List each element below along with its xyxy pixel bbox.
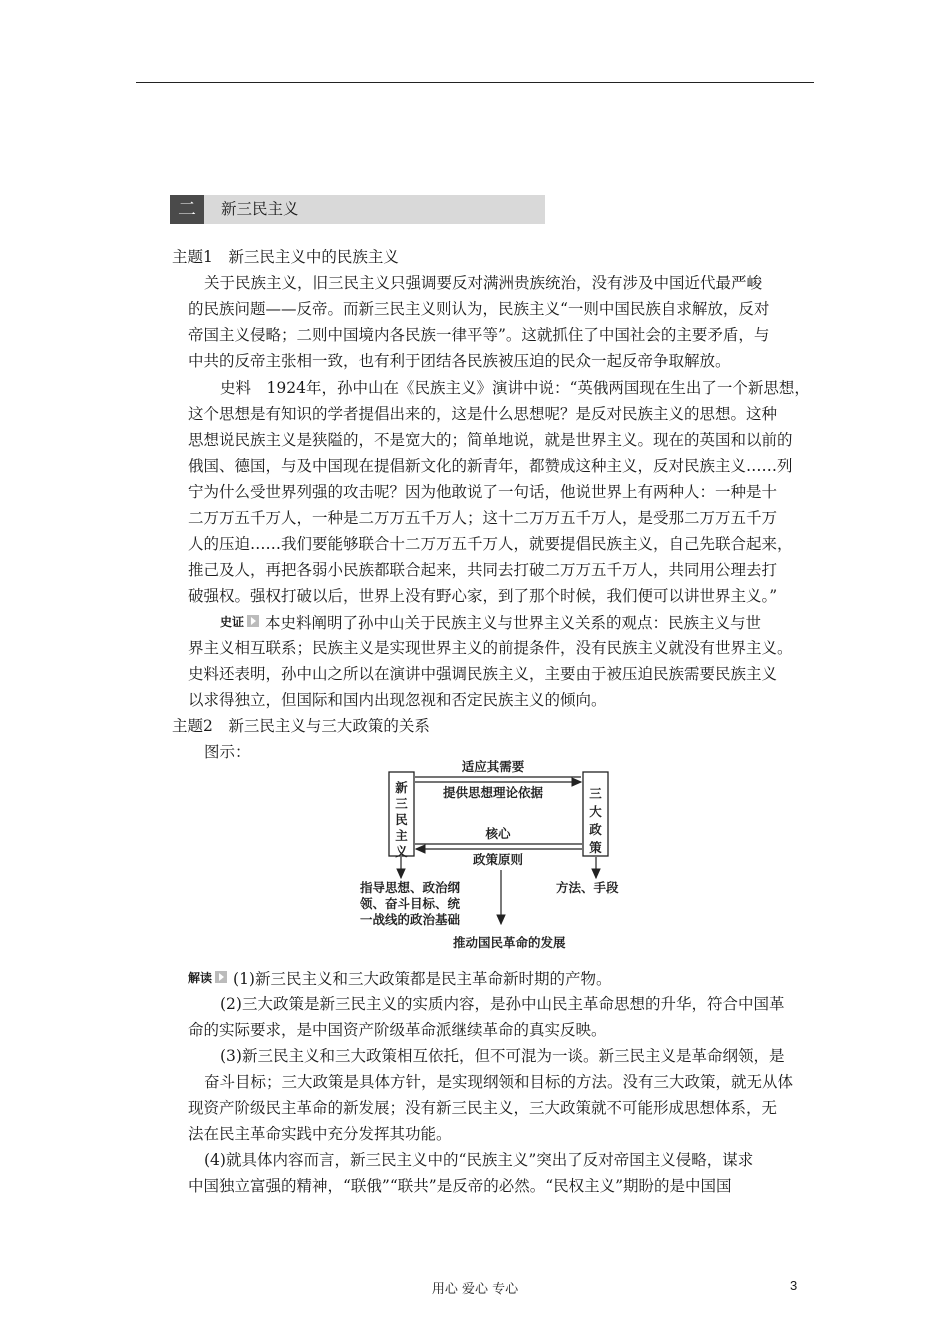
page-number: 3 — [790, 1278, 798, 1293]
source-line: 推己及人，再把各弱小民族都联合起来，共同去打破二万万五千万人，共同用公理去打 — [188, 561, 778, 579]
paragraph-line: 中共的反帝主张相一致，也有利于团结各民族被压迫的民众一起反帝争取解放。 — [188, 352, 731, 370]
evidence-line: 界主义相互联系；民族主义是实现世界主义的前提条件，没有民族主义就没有世界主义。 — [188, 639, 793, 657]
paragraph-line: 帝国主义侵略；二则中国境内各民族一律平等”。这就抓住了中国社会的主要矛盾，与 — [188, 326, 770, 344]
box-char: 三 — [589, 786, 602, 801]
interpret-line: 命的实际要求，是中国资产阶级革命派继续革命的真实反映。 — [188, 1021, 607, 1039]
source-line: 破强权。强权打破以后，世界上没有野心家，到了那个时候，我们便可以讲世界主义。” — [188, 587, 778, 605]
interpret-line: (4)就具体内容而言，新三民主义中的“民族主义”突出了反对帝国主义侵略，谋求 — [204, 1151, 754, 1169]
source-line: 人的压迫……我们要能够联合十二万万五千万人，就要提倡民族主义，自己先联合起来， — [188, 535, 793, 553]
topic-1-heading: 主题1 新三民主义中的民族主义 — [172, 248, 399, 266]
section-title: 新三民主义 — [221, 200, 299, 218]
top-label-2: 提供思想理论依据 — [442, 785, 544, 800]
evidence-line: 史料还表明，孙中山之所以在演讲中强调民族主义，主要由于被压迫民族需要民族主义 — [188, 665, 778, 683]
interpret-line: (3)新三民主义和三大政策相互依托，但不可混为一谈。新三民主义是革命纲领，是 — [220, 1047, 785, 1065]
diagram-caption: 图示： — [204, 743, 251, 761]
source-line: 宁为什么受世界列强的攻击呢？因为他敢说了一句话，他说世界上有两种人：一种是十 — [188, 483, 778, 501]
top-label-1: 适应其需要 — [461, 759, 525, 774]
source-line: 俄国、德国，与及中国现在提倡新文化的新青年，都赞成这种主义，反对民族主义……列 — [188, 457, 793, 475]
box-char: 民 — [395, 812, 408, 827]
interpret-line: 现资产阶级民主革命的新发展；没有新三民主义，三大政策就不可能形成思想体系，无 — [188, 1099, 778, 1117]
box-char: 策 — [589, 840, 602, 855]
center-result: 推动国民革命的发展 — [453, 935, 566, 950]
interpret-line: 法在民主革命实践中充分发挥其功能。 — [188, 1125, 452, 1143]
source-line: 这个思想是有知识的学者提倡出来的，这是什么思想呢？是反对民族主义的思想。这种 — [188, 405, 778, 423]
interpret-line: 奋斗目标；三大政策是具体方针，是实现纲领和目标的方法。没有三大政策，就无从体 — [204, 1073, 794, 1091]
interpret-tag: 解读 — [188, 971, 213, 985]
box-char: 政 — [589, 822, 602, 837]
interpret-text: (1)新三民主义和三大政策都是民主革命新时期的产物。 — [233, 970, 612, 988]
section-number: 二 — [170, 195, 204, 224]
left-box-label — [395, 780, 408, 859]
paragraph-line: 的民族问题——反帝。而新三民主义则认为，民族主义“一则中国民族自求解放，反对 — [188, 300, 770, 318]
box-char: 新 — [395, 780, 408, 795]
left-result-line-1: 指导思想、政治纲 — [360, 880, 461, 895]
source-line: 二万万五千万人，一种是二万万五千万人；这十二万万五千万人，是受那二万万五千万 — [188, 509, 778, 527]
box-char: 大 — [589, 804, 602, 819]
interpret-line: 中国独立富强的精神，“联俄”“联共”是反帝的必然。“民权主义”期盼的是中国国 — [188, 1177, 732, 1195]
evidence-text: 本史料阐明了孙中山关于民族主义与世界主义关系的观点：民族主义与世 — [265, 614, 762, 632]
evidence-line: 以求得独立，但国际和国内出现忽视和否定民族主义的倾向。 — [188, 691, 607, 709]
bottom-label-1: 核心 — [485, 826, 511, 841]
left-result-line-3: 一战线的政治基础 — [360, 912, 461, 927]
source-line: 思想说民族主义是狭隘的，不是宽大的；简单地说，就是世界主义。现在的英国和以前的 — [188, 431, 793, 449]
source-line: 史料 1924年，孙中山在《民族主义》演讲中说：“英俄两国现在生出了一个新思想， — [220, 379, 810, 397]
right-result: 方法、手段 — [556, 880, 619, 895]
paragraph-line: 关于民族主义，旧三民主义只强调要反对满洲贵族统治，没有涉及中国近代最严峻 — [204, 274, 763, 292]
left-result-line-2: 领、奋斗目标、统 — [360, 896, 461, 911]
footer-slogan: 用心 爱心 专心 — [431, 1282, 519, 1297]
bottom-label-2: 政策原则 — [472, 852, 524, 867]
box-char: 义 — [395, 844, 408, 859]
topic-2-heading: 主题2 新三民主义与三大政策的关系 — [172, 717, 430, 735]
evidence-tag: 史证 — [220, 615, 245, 629]
interpret-line: (2)三大政策是新三民主义的实质内容，是孙中山民主革命思想的升华，符合中国革 — [220, 995, 785, 1013]
box-char: 主 — [395, 828, 408, 843]
box-char: 三 — [395, 796, 408, 811]
